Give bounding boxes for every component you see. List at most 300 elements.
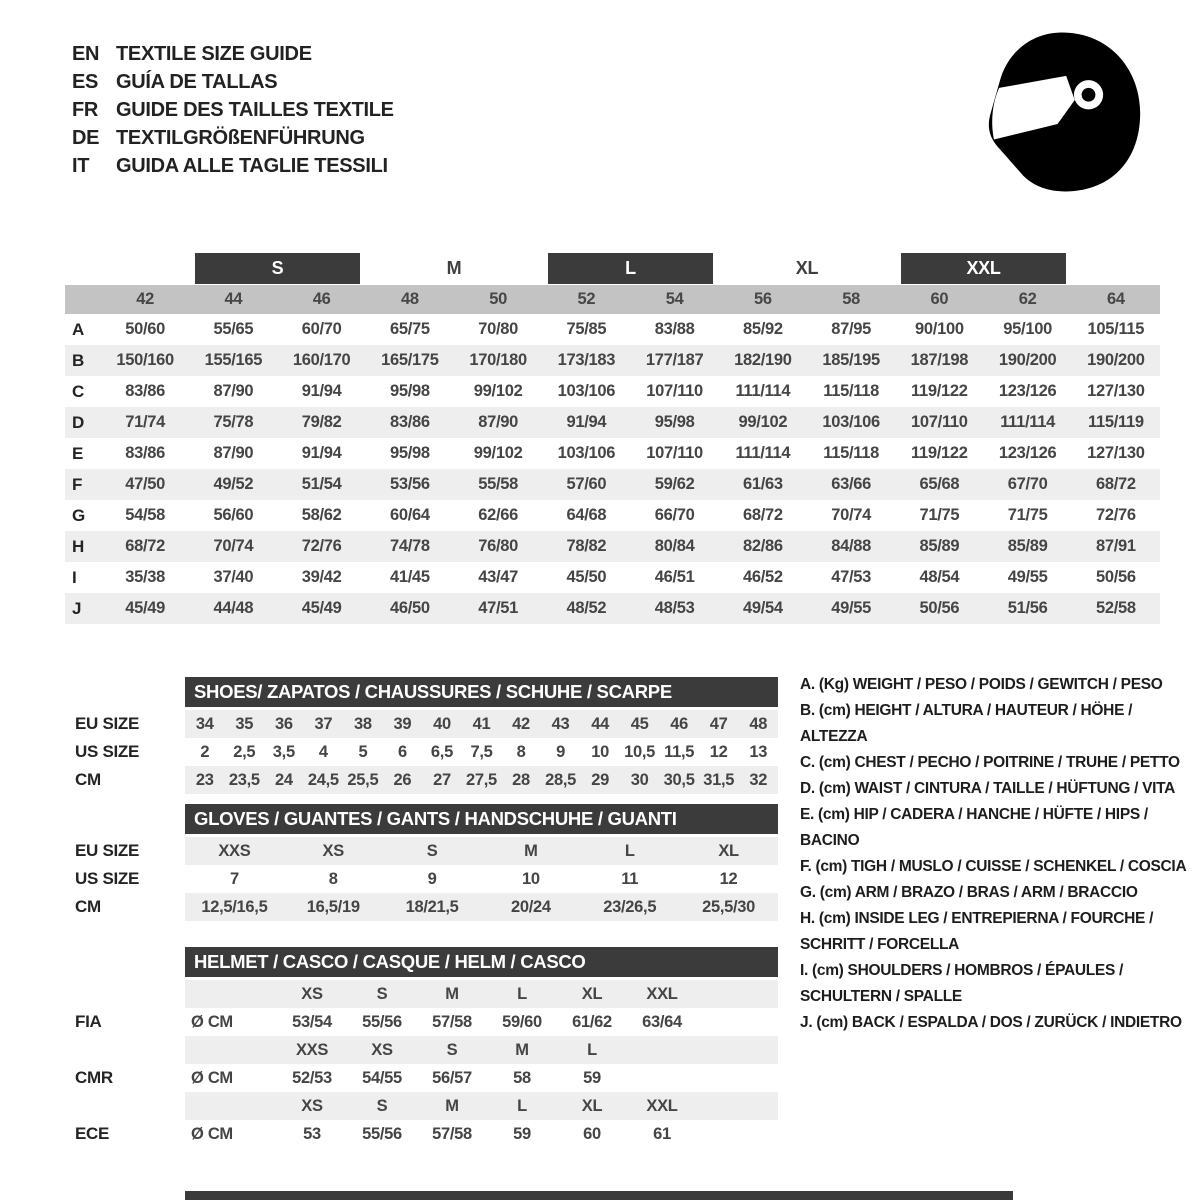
section-row-band bbox=[185, 837, 778, 865]
helmet-size-label: L bbox=[517, 984, 527, 1003]
size-number-cell: 50 bbox=[489, 290, 507, 308]
measurement-cell: 70/74 bbox=[213, 537, 254, 555]
section-row-label: US SIZE bbox=[75, 742, 140, 761]
measurement-cell: 83/86 bbox=[125, 444, 166, 462]
section-value-cell: 6,5 bbox=[430, 742, 453, 761]
measurement-cell: 64/68 bbox=[566, 506, 607, 524]
legend-item: H. (cm) INSIDE LEG / ENTREPIERNA / FOURCHE / SCHRITT / FORCELLA bbox=[800, 910, 1154, 953]
section-value-cell: 43 bbox=[551, 714, 570, 733]
measurement-cell: 35/38 bbox=[125, 568, 166, 586]
measurement-cell: 71/75 bbox=[1007, 506, 1048, 524]
measurement-cell: 72/76 bbox=[1095, 506, 1136, 524]
section-row-band bbox=[185, 766, 778, 794]
measurement-cell: 190/200 bbox=[998, 351, 1057, 369]
measurement-cell: 56/60 bbox=[213, 506, 254, 524]
section-value-cell: XXS bbox=[218, 841, 251, 860]
language-code: DE bbox=[72, 126, 100, 149]
measurement-legend bbox=[800, 672, 1200, 1036]
section-value-cell: 36 bbox=[274, 714, 293, 733]
section-value-cell: 3,5 bbox=[272, 742, 295, 761]
measurement-cell: 95/98 bbox=[654, 413, 695, 431]
section-row-band bbox=[185, 710, 778, 738]
section-value-cell: 16,5/19 bbox=[306, 897, 360, 916]
measurement-cell: 49/55 bbox=[831, 599, 872, 617]
helmet-values-band bbox=[185, 1120, 778, 1148]
helmet-value-cell: 61/62 bbox=[572, 1012, 612, 1031]
helmet-value-cell: 59 bbox=[513, 1124, 531, 1143]
helmet-size-label: M bbox=[515, 1040, 529, 1059]
section-value-cell: M bbox=[524, 841, 538, 860]
measurement-cell: 70/80 bbox=[478, 320, 519, 338]
measurement-cell: 39/42 bbox=[301, 568, 342, 586]
helmet-values-band bbox=[185, 1008, 778, 1036]
section-value-cell: 40 bbox=[433, 714, 451, 733]
section-value-cell: 48 bbox=[749, 714, 768, 733]
measurement-cell: 85/89 bbox=[919, 537, 960, 555]
measurement-cell: 83/86 bbox=[389, 413, 430, 431]
helmet-value-cell: 54/55 bbox=[362, 1068, 402, 1087]
size-number-cell: 54 bbox=[665, 290, 684, 308]
language-title: GUIDA ALLE TAGLIE TESSILI bbox=[116, 154, 388, 177]
section-row-band bbox=[185, 865, 778, 893]
helmet-size-label: S bbox=[376, 984, 388, 1003]
measurement-cell: 99/102 bbox=[473, 444, 523, 462]
helmet-value-cell: 58 bbox=[513, 1068, 531, 1087]
section-value-cell: 37 bbox=[314, 714, 333, 733]
measurement-cell: 90/100 bbox=[915, 320, 964, 338]
main-table-row bbox=[65, 562, 1160, 593]
measurement-cell: 87/90 bbox=[213, 444, 254, 462]
measurement-cell: 99/102 bbox=[473, 382, 523, 400]
helmet-sizes-row bbox=[65, 1092, 1160, 1120]
measurement-cell: 74/78 bbox=[389, 537, 430, 555]
measurement-cell: 47/50 bbox=[125, 475, 166, 493]
section-value-cell: 23,5 bbox=[228, 770, 260, 789]
measurement-cell: 63/66 bbox=[831, 475, 872, 493]
size-number-cell: 44 bbox=[224, 290, 243, 308]
helmet-size-label: XL bbox=[581, 984, 603, 1003]
measurement-cell: 150/160 bbox=[116, 351, 174, 369]
section-value-cell: 11,5 bbox=[664, 742, 695, 761]
shoes-section-title: SHOES/ ZAPATOS / CHAUSSURES / SCHUHE / SCARPE bbox=[185, 677, 778, 707]
measurement-cell: 48/54 bbox=[919, 568, 960, 586]
main-size-table bbox=[65, 252, 1160, 624]
section-value-cell: 8 bbox=[328, 869, 338, 888]
helmet-value-cell: 60 bbox=[583, 1124, 601, 1143]
helmet-size-label: M bbox=[445, 984, 459, 1003]
measurement-cell: 45/49 bbox=[301, 599, 342, 617]
language-row bbox=[72, 96, 394, 124]
measurement-cell: 45/50 bbox=[566, 568, 607, 586]
size-number-cell: 46 bbox=[312, 290, 331, 308]
measurement-cell: 107/110 bbox=[646, 382, 703, 400]
size-group-label: XL bbox=[795, 258, 819, 278]
row-letter-label: H bbox=[72, 536, 84, 556]
legend-item: B. (cm) HEIGHT / ALTURA / HAUTEUR / HÖHE / ALTEZZA bbox=[800, 702, 1133, 745]
language-code: FR bbox=[72, 98, 99, 121]
measurement-cell: 54/58 bbox=[125, 506, 166, 524]
size-group-cell bbox=[189, 252, 366, 285]
measurement-cell: 187/198 bbox=[910, 351, 969, 369]
section-value-cell: 4 bbox=[318, 742, 328, 761]
section-value-cell: 25,5 bbox=[347, 770, 379, 789]
measurement-cell: 111/114 bbox=[1000, 413, 1056, 431]
measurement-cell: 78/82 bbox=[566, 537, 607, 555]
section-row-label: EU SIZE bbox=[75, 714, 140, 733]
helmet-standard-label: ECE bbox=[75, 1124, 110, 1143]
helmet-size-label: S bbox=[376, 1096, 388, 1115]
measurement-cell: 111/114 bbox=[735, 382, 791, 400]
legend-item: F. (cm) TIGH / MUSLO / CUISSE / SCHENKEL / COSCIA bbox=[800, 858, 1187, 875]
main-table-row bbox=[65, 469, 1160, 500]
measurement-cell: 43/47 bbox=[478, 568, 519, 586]
measurement-cell: 60/64 bbox=[389, 506, 430, 524]
measurement-cell: 85/92 bbox=[742, 320, 783, 338]
size-group-cell bbox=[895, 252, 1072, 285]
section-row-band bbox=[185, 893, 778, 921]
section-value-cell: L bbox=[624, 841, 635, 860]
racing-helmet-graphic bbox=[975, 26, 1147, 198]
measurement-cell: 48/53 bbox=[654, 599, 695, 617]
legend-item: E. (cm) HIP / CADERA / HANCHE / HÜFTE / HIPS / BACINO bbox=[800, 806, 1148, 849]
measurement-cell: 55/65 bbox=[213, 320, 254, 338]
size-number-cell: 56 bbox=[753, 290, 772, 308]
section-value-cell: 28,5 bbox=[545, 770, 576, 789]
size-numbers-row bbox=[65, 285, 1160, 314]
row-letter-label: D bbox=[72, 412, 84, 432]
racing-helmet-icon bbox=[975, 26, 1147, 198]
size-number-cell: 58 bbox=[842, 290, 860, 308]
measurement-cell: 46/50 bbox=[389, 599, 430, 617]
measurement-cell: 46/51 bbox=[654, 568, 695, 586]
measurement-cell: 50/56 bbox=[919, 599, 960, 617]
section-value-cell: XS bbox=[322, 841, 344, 860]
size-group-cell bbox=[542, 252, 719, 285]
section-value-cell: 45 bbox=[630, 714, 649, 733]
measurement-cell: 75/78 bbox=[213, 413, 254, 431]
section-value-cell: 20/24 bbox=[511, 897, 551, 916]
section-value-cell: 11 bbox=[621, 869, 639, 888]
measurement-cell: 185/195 bbox=[822, 351, 880, 369]
measurement-cell: 105/115 bbox=[1087, 320, 1145, 338]
section-row-label: EU SIZE bbox=[75, 841, 140, 860]
helmet-value-cell: 59/60 bbox=[502, 1012, 542, 1031]
section-row-label: CM bbox=[75, 770, 101, 789]
helmet-unit-label: Ø CM bbox=[191, 1124, 233, 1143]
section-value-cell: 13 bbox=[749, 742, 768, 761]
measurement-cell: 99/102 bbox=[738, 413, 788, 431]
main-table-row bbox=[65, 593, 1160, 624]
main-table-row bbox=[65, 500, 1160, 531]
helmet-value-cell: 56/57 bbox=[432, 1068, 472, 1087]
measurement-cell: 46/52 bbox=[742, 568, 783, 586]
legend-item: I. (cm) SHOULDERS / HOMBROS / ÉPAULES / SCHULTERN / SPALLE bbox=[800, 962, 1124, 1005]
measurement-cell: 68/72 bbox=[125, 537, 166, 555]
section-value-cell: 2 bbox=[200, 742, 210, 761]
legend-item: A. (Kg) WEIGHT / PESO / POIDS / GEWITCH / PESO bbox=[800, 676, 1163, 693]
section-value-cell: 8 bbox=[516, 742, 526, 761]
measurement-cell: 91/94 bbox=[301, 382, 342, 400]
helmet-size-label: XXL bbox=[646, 1096, 678, 1115]
language-row bbox=[72, 40, 394, 68]
helmet-value-cell: 53/54 bbox=[292, 1012, 332, 1031]
section-value-cell: 29 bbox=[591, 770, 609, 789]
measurement-cell: 91/94 bbox=[301, 444, 342, 462]
measurement-cell: 87/95 bbox=[831, 320, 872, 338]
size-group-header-row bbox=[65, 252, 1160, 285]
language-title: GUIDE DES TAILLES TEXTILE bbox=[116, 98, 394, 121]
size-group-cell bbox=[366, 252, 543, 285]
measurement-cell: 68/72 bbox=[1095, 475, 1136, 493]
measurement-cell: 182/190 bbox=[734, 351, 792, 369]
measurement-cell: 82/86 bbox=[742, 537, 783, 555]
size-number-cell: 62 bbox=[1018, 290, 1037, 308]
main-table-row bbox=[65, 345, 1160, 376]
measurement-cell: 85/89 bbox=[1007, 537, 1048, 555]
section-value-cell: 7 bbox=[229, 869, 239, 888]
language-title: GUÍA DE TALLAS bbox=[116, 70, 278, 93]
section-value-cell: 6 bbox=[397, 742, 407, 761]
measurement-cell: 50/56 bbox=[1095, 568, 1136, 586]
measurement-cell: 51/54 bbox=[301, 475, 342, 493]
main-table-row bbox=[65, 314, 1160, 345]
helmet-size-label: L bbox=[517, 1096, 527, 1115]
measurement-cell: 95/98 bbox=[389, 382, 430, 400]
helmet-unit-label: Ø CM bbox=[191, 1068, 233, 1087]
main-table-row bbox=[65, 376, 1160, 407]
size-number-cell: 52 bbox=[577, 290, 596, 308]
section-value-cell: 24 bbox=[274, 770, 293, 789]
section-value-cell: 34 bbox=[195, 714, 214, 733]
size-group-cell bbox=[719, 252, 896, 285]
section-value-cell: 31,5 bbox=[703, 770, 735, 789]
section-value-cell: 44 bbox=[591, 714, 609, 733]
helmet-value-cell: 61 bbox=[653, 1124, 671, 1143]
section-value-cell: 5 bbox=[358, 742, 368, 761]
section-value-cell: 10,5 bbox=[624, 742, 656, 761]
measurement-cell: 70/74 bbox=[831, 506, 872, 524]
measurement-cell: 103/106 bbox=[822, 413, 880, 431]
section-value-cell: 18/21,5 bbox=[405, 897, 459, 916]
section-row-label: CM bbox=[75, 897, 101, 916]
helmet-value-cell: 57/58 bbox=[432, 1124, 472, 1143]
section-value-cell: 41 bbox=[472, 714, 491, 733]
legend-item: G. (cm) ARM / BRAZO / BRAS / ARM / BRACCIO bbox=[800, 884, 1138, 901]
size-number-cell: 60 bbox=[930, 290, 949, 308]
section-row-band bbox=[185, 738, 778, 766]
helmet-value-cell: 59 bbox=[583, 1068, 601, 1087]
measurement-cell: 165/175 bbox=[381, 351, 439, 369]
section-value-cell: 25,5/30 bbox=[702, 897, 756, 916]
measurement-cell: 49/54 bbox=[742, 599, 783, 617]
section-value-cell: 10 bbox=[522, 869, 540, 888]
row-letter-label: B bbox=[72, 350, 84, 370]
measurement-cell: 87/91 bbox=[1095, 537, 1136, 555]
helmet-sizes-row bbox=[65, 1036, 1160, 1064]
measurement-cell: 52/58 bbox=[1095, 599, 1136, 617]
measurement-cell: 59/62 bbox=[654, 475, 695, 493]
measurement-cell: 58/62 bbox=[301, 506, 342, 524]
helmet-size-label: XXL bbox=[646, 984, 678, 1003]
measurement-cell: 103/106 bbox=[557, 382, 616, 400]
measurement-cell: 72/76 bbox=[301, 537, 342, 555]
section-value-cell: 24,5 bbox=[307, 770, 339, 789]
helmet-values-band bbox=[185, 1064, 778, 1092]
measurement-cell: 111/114 bbox=[735, 444, 791, 462]
helmet-unit-label: Ø CM bbox=[191, 1012, 233, 1031]
helmet-value-cell: 55/56 bbox=[362, 1012, 402, 1031]
measurement-cell: 127/130 bbox=[1087, 444, 1145, 462]
section-value-cell: 9 bbox=[427, 869, 437, 888]
measurement-cell: 47/53 bbox=[831, 568, 872, 586]
section-value-cell: 30 bbox=[630, 770, 649, 789]
helmet-value-cell: 53 bbox=[303, 1124, 321, 1143]
language-code: EN bbox=[72, 42, 100, 65]
main-table-row bbox=[65, 407, 1160, 438]
row-letter-label: I bbox=[72, 567, 77, 587]
language-row bbox=[72, 124, 394, 152]
language-code: IT bbox=[72, 154, 90, 177]
legend-item: C. (cm) CHEST / PECHO / POITRINE / TRUHE / PETTO bbox=[800, 754, 1180, 771]
measurement-cell: 44/48 bbox=[213, 599, 254, 617]
measurement-cell: 119/122 bbox=[911, 382, 968, 400]
section-value-cell: 10 bbox=[591, 742, 609, 761]
cropped-next-section-bar bbox=[185, 1191, 1013, 1200]
main-table-row bbox=[65, 438, 1160, 469]
measurement-cell: 95/98 bbox=[389, 444, 430, 462]
row-letter-label: A bbox=[72, 319, 84, 339]
measurement-cell: 45/49 bbox=[125, 599, 166, 617]
language-title-block bbox=[72, 40, 394, 180]
size-number-cell: 42 bbox=[136, 290, 154, 308]
measurement-cell: 155/165 bbox=[204, 351, 263, 369]
section-value-cell: 28 bbox=[512, 770, 530, 789]
section-value-cell: 7,5 bbox=[470, 742, 493, 761]
section-value-cell: 39 bbox=[393, 714, 412, 733]
measurement-cell: 66/70 bbox=[654, 506, 695, 524]
measurement-cell: 84/88 bbox=[831, 537, 872, 555]
helmet-size-label: S bbox=[446, 1040, 458, 1059]
helmet-value-cell: 52/53 bbox=[292, 1068, 332, 1087]
section-value-cell: S bbox=[426, 841, 438, 860]
helmet-sizes-band bbox=[185, 1092, 778, 1120]
section-value-cell: 47 bbox=[709, 714, 728, 733]
measurement-cell: 76/80 bbox=[478, 537, 519, 555]
measurement-cell: 65/75 bbox=[389, 320, 430, 338]
measurement-cell: 107/110 bbox=[911, 413, 968, 431]
measurement-cell: 41/45 bbox=[389, 568, 430, 586]
helmet-value-cell: 63/64 bbox=[642, 1012, 682, 1031]
measurement-cell: 160/170 bbox=[292, 351, 351, 369]
row-letter-label: F bbox=[72, 474, 83, 494]
measurement-cell: 53/56 bbox=[389, 475, 430, 493]
measurement-cell: 55/58 bbox=[478, 475, 519, 493]
section-row-label: US SIZE bbox=[75, 869, 140, 888]
measurement-cell: 61/63 bbox=[742, 475, 783, 493]
helmet-size-label: XS bbox=[371, 1040, 393, 1059]
section-value-cell: 46 bbox=[670, 714, 689, 733]
measurement-cell: 57/60 bbox=[566, 475, 607, 493]
measurement-cell: 103/106 bbox=[557, 444, 616, 462]
main-table-row bbox=[65, 531, 1160, 562]
measurement-cell: 48/52 bbox=[566, 599, 607, 617]
measurement-cell: 87/90 bbox=[213, 382, 254, 400]
measurement-cell: 49/52 bbox=[213, 475, 254, 493]
section-value-cell: 42 bbox=[512, 714, 530, 733]
measurement-cell: 80/84 bbox=[654, 537, 695, 555]
measurement-cell: 68/72 bbox=[742, 506, 783, 524]
helmet-size-label: XS bbox=[301, 984, 323, 1003]
measurement-cell: 83/86 bbox=[125, 382, 166, 400]
measurement-cell: 173/183 bbox=[557, 351, 616, 369]
measurement-cell: 50/60 bbox=[125, 320, 166, 338]
section-value-cell: 2,5 bbox=[233, 742, 256, 761]
size-number-cell: 64 bbox=[1106, 290, 1125, 308]
helmet-sizes-band bbox=[185, 980, 778, 1008]
size-group-label: L bbox=[548, 253, 713, 284]
measurement-cell: 115/118 bbox=[823, 444, 879, 462]
helmet-size-label: M bbox=[445, 1096, 459, 1115]
section-value-cell: 23 bbox=[195, 770, 214, 789]
measurement-cell: 67/70 bbox=[1007, 475, 1048, 493]
section-value-cell: 27,5 bbox=[466, 770, 497, 789]
helmet-size-label: L bbox=[587, 1040, 597, 1059]
section-value-cell: 38 bbox=[354, 714, 372, 733]
measurement-cell: 91/94 bbox=[566, 413, 607, 431]
measurement-cell: 71/74 bbox=[125, 413, 166, 431]
section-value-cell: 30,5 bbox=[663, 770, 695, 789]
measurement-cell: 115/118 bbox=[823, 382, 879, 400]
measurement-cell: 95/100 bbox=[1003, 320, 1052, 338]
legend-item: D. (cm) WAIST / CINTURA / TAILLE / HÜFTUNG / VITA bbox=[800, 780, 1176, 797]
measurement-cell: 51/56 bbox=[1007, 599, 1048, 617]
legend-item: J. (cm) BACK / ESPALDA / DOS / ZURÜCK / INDIETRO bbox=[800, 1014, 1182, 1031]
size-group-label: M bbox=[446, 258, 462, 278]
measurement-cell: 49/55 bbox=[1007, 568, 1048, 586]
section-value-cell: 12 bbox=[709, 742, 728, 761]
measurement-cell: 71/75 bbox=[919, 506, 960, 524]
helmet-standard-label: FIA bbox=[75, 1012, 102, 1031]
measurement-cell: 177/187 bbox=[645, 351, 704, 369]
helmet-sizes-band bbox=[185, 1036, 778, 1064]
measurement-cell: 47/51 bbox=[478, 599, 519, 617]
row-letter-label: G bbox=[72, 505, 85, 525]
row-letter-label: J bbox=[72, 598, 82, 618]
measurement-cell: 37/40 bbox=[213, 568, 254, 586]
helmet-standard-label: CMR bbox=[75, 1068, 113, 1087]
section-value-cell: 32 bbox=[749, 770, 768, 789]
size-group-label: S bbox=[195, 253, 360, 284]
helmet-size-label: XXS bbox=[295, 1040, 329, 1059]
measurement-cell: 119/122 bbox=[911, 444, 968, 462]
row-letter-label: E bbox=[72, 443, 84, 463]
section-value-cell: 9 bbox=[556, 742, 565, 761]
measurement-cell: 123/126 bbox=[998, 382, 1057, 400]
helmet-values-row bbox=[65, 1064, 1160, 1092]
language-code: ES bbox=[72, 70, 99, 93]
helmet-values-row bbox=[65, 1120, 1160, 1148]
section-value-cell: XL bbox=[718, 841, 739, 860]
helmet-value-cell: 57/58 bbox=[432, 1012, 472, 1031]
section-value-cell: 12,5/16,5 bbox=[201, 897, 268, 916]
language-row bbox=[72, 68, 394, 96]
section-value-cell: 12 bbox=[719, 869, 738, 888]
helmet-size-label: XS bbox=[301, 1096, 323, 1115]
measurement-cell: 75/85 bbox=[566, 320, 607, 338]
language-row bbox=[72, 152, 394, 180]
measurement-cell: 107/110 bbox=[646, 444, 703, 462]
size-group-label: XXL bbox=[901, 253, 1066, 284]
